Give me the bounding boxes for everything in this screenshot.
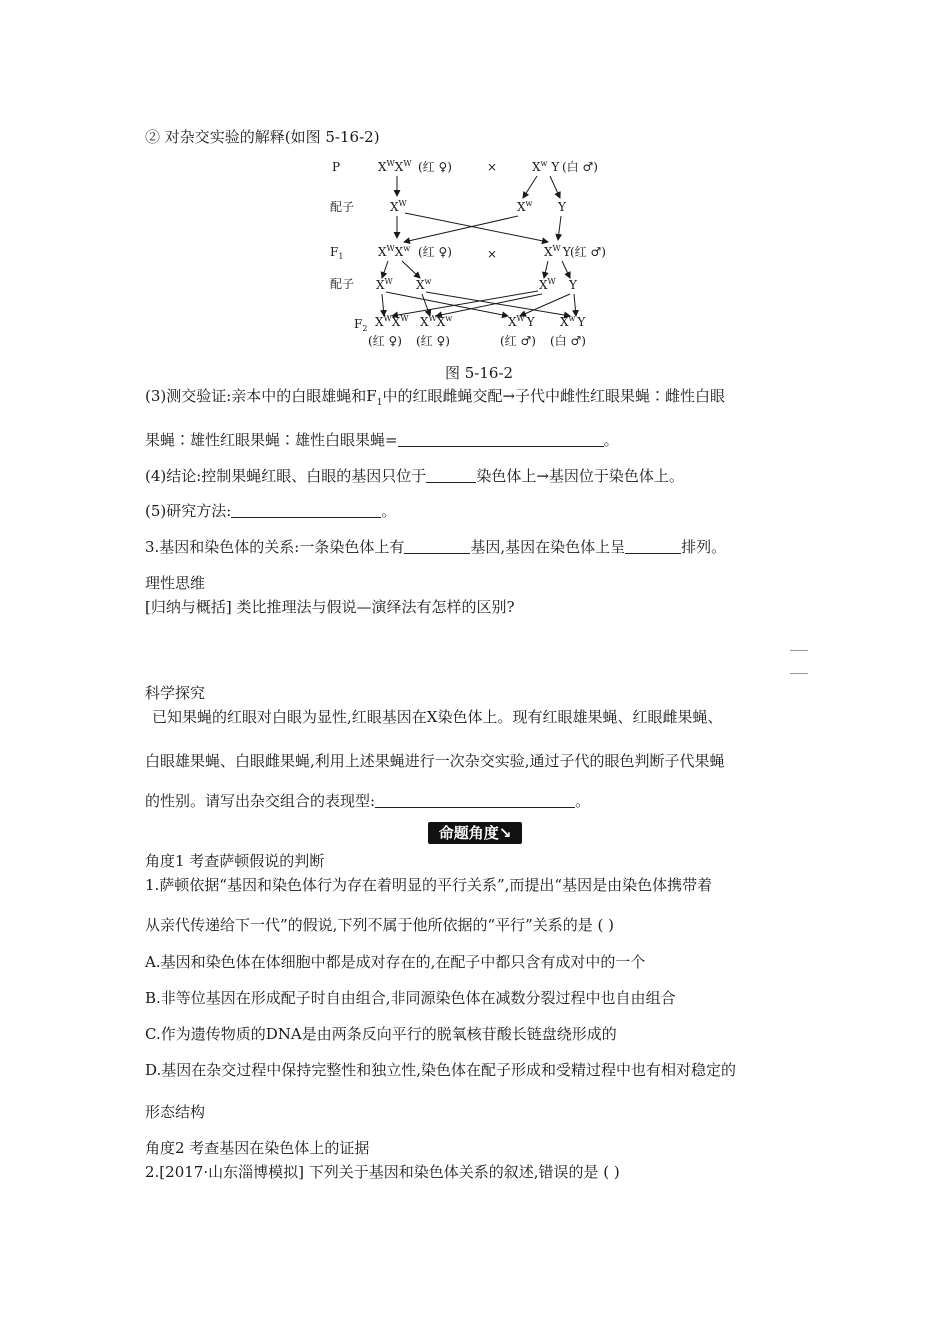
- gamete-label-2: 配子: [330, 277, 355, 291]
- option-a[interactable]: A.基因和染色体在体细胞中都是成对存在的,在配子中都只含有成对中的一个: [145, 953, 646, 971]
- margin-mark-bottom: [790, 673, 808, 674]
- option-c[interactable]: C.作为遗传物质的DNA是由两条反向平行的脱氧核苷酸长链盘绕形成的: [145, 1025, 617, 1043]
- item-5: (5)研究方法: 。: [145, 502, 397, 520]
- item-3-line-2: 果蝇∶雄性红眼果蝇∶雄性白眼果蝇= 。: [145, 431, 619, 449]
- margin-mark-top: [790, 650, 808, 651]
- p-male-phenotype: (白 ♂): [562, 160, 598, 174]
- p-label: P: [332, 160, 341, 174]
- f1-cross-symbol: ×: [487, 247, 498, 261]
- option-d-line-2: 形态结构: [145, 1103, 206, 1121]
- option-d-line-1[interactable]: D.基因在杂交过程中保持完整性和独立性,染色体在配子形成和受精过程中也有相对稳定的: [145, 1061, 737, 1079]
- answer-blank-quantity[interactable]: [404, 538, 470, 554]
- f2-phenotype-2: (红 ♀): [416, 334, 450, 348]
- f1-male-phenotype: (红 ♂): [570, 245, 606, 259]
- f2-genotype-xwxw-carrier: $X^WX^w$: [420, 314, 453, 329]
- rational-thinking-question: [归纳与概括] 类比推理法与假说—演绎法有怎样的区别?: [145, 598, 515, 616]
- science-inquiry-line-2: 白眼雄果蝇、白眼雌果蝇,利用上述果蝇进行一次杂交实验,通过子代的眼色判断子代果蝇: [145, 752, 725, 770]
- f2-phenotype-4: (白 ♂): [550, 334, 586, 348]
- f2-genotype-xwxw-red: $X^WX^W$: [375, 314, 409, 329]
- answer-blank-method[interactable]: [231, 502, 381, 518]
- answer-blank-arrangement[interactable]: [625, 538, 681, 554]
- f2-genotype-xwy-white: $X^w$ Y: [560, 314, 586, 329]
- science-inquiry-line-3: 的性别。请写出杂交组合的表现型: 。: [145, 792, 591, 810]
- rational-thinking-title: 理性思维: [145, 574, 206, 592]
- p-gamete-xw-red: $X^W$: [390, 199, 407, 214]
- gamete-label-1: 配子: [330, 200, 355, 214]
- question-1-line-2: 从亲代传递给下一代”的假说,下列不属于他所依据的“平行”关系的是 ( ): [145, 916, 615, 934]
- cross-diagram: [320, 150, 630, 355]
- f2-phenotype-1: (红 ♀): [368, 334, 402, 348]
- f1-gamete-xw-white: $X^w$: [416, 277, 432, 292]
- p-male-genotype: $X^w$ Y: [532, 159, 560, 174]
- p-female-phenotype: (红 ♀): [418, 160, 452, 174]
- answer-blank-cross[interactable]: [375, 792, 575, 808]
- question-2: 2.[2017·山东淄博模拟] 下列关于基因和染色体关系的叙述,错误的是 ( ): [145, 1163, 620, 1181]
- p-gamete-y: Y: [558, 200, 566, 214]
- f1-male-genotype: $X^W$ Y: [544, 244, 571, 259]
- exam-angle-banner: 命题角度↘: [428, 822, 522, 844]
- science-inquiry-title: 科学探究: [145, 684, 206, 702]
- item-gene-chromosome-relation: 3.基因和染色体的关系:一条染色体上有 基因,基因在染色体上呈 排列。: [145, 538, 727, 556]
- cross-symbol: ×: [487, 160, 498, 174]
- f2-phenotype-3: (红 ♂): [500, 334, 536, 348]
- option-b[interactable]: B.非等位基因在形成配子时自由组合,非同源染色体在减数分裂过程中也自由组合: [145, 989, 676, 1007]
- question-1-line-1: 1.萨顿依据“基因和染色体行为存在着明显的平行关系”,而提出“基因是由染色体携带着: [145, 876, 713, 894]
- interpretation-heading: ② 对杂交实验的解释(如图 5-16-2): [145, 128, 380, 146]
- answer-blank-ratio[interactable]: [398, 431, 604, 447]
- f1-label: $F_1$: [330, 245, 344, 261]
- p-gamete-xw-white: $X^w$: [517, 199, 533, 214]
- item-3-line-1: (3)测交验证:亲本中的白眼雄蝇和$F_1$中的红眼雌蝇交配→子代中雌性红眼果蝇∶雌性白眼: [145, 387, 726, 408]
- science-inquiry-line-1: 已知果蝇的红眼对白眼为显性,红眼基因在X染色体上。现有红眼雄果蝇、红眼雌果蝇、: [152, 708, 723, 726]
- figure-caption: 图 5-16-2: [445, 364, 514, 382]
- f1-female-phenotype: (红 ♀): [418, 245, 452, 259]
- f1-gamete-xw-red-female: $X^W$: [376, 277, 393, 292]
- f1-gamete-y: Y: [569, 278, 577, 292]
- angle-2-title: 角度2 考查基因在染色体上的证据: [145, 1139, 370, 1157]
- f2-genotype-xwy-red: $X^W$ Y: [508, 314, 535, 329]
- p-female-genotype: $X^WX^W$: [378, 159, 412, 174]
- f1-female-genotype: $X^WX^w$: [378, 244, 411, 259]
- angle-1-title: 角度1 考查萨顿假说的判断: [145, 852, 325, 870]
- f2-label: $F_2$: [354, 317, 368, 333]
- f1-gamete-xw-red-male: $X^W$: [539, 277, 556, 292]
- answer-blank-chromosome[interactable]: [426, 467, 476, 483]
- item-4: (4)结论:控制果蝇红眼、白眼的基因只位于 染色体上→基因位于染色体上。: [145, 467, 684, 485]
